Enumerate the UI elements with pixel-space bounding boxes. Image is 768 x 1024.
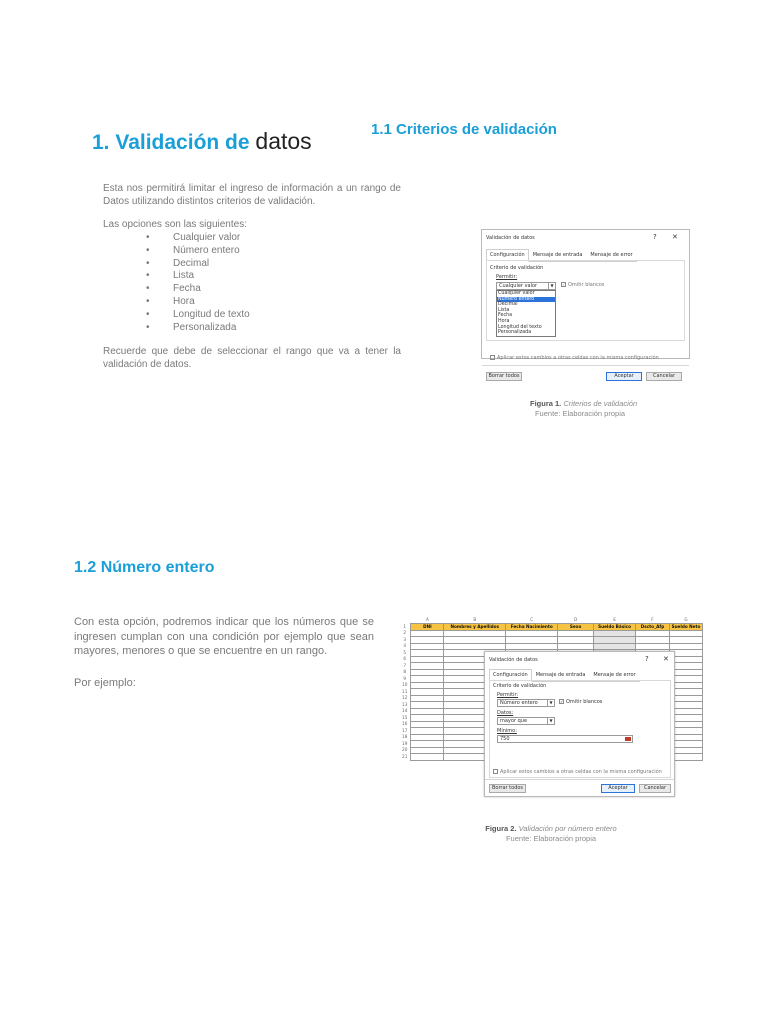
option-text: Personalizada	[173, 321, 237, 333]
figure2-title	[470, 824, 632, 834]
permitir-value: Número entero	[500, 700, 538, 706]
closing-paragraph: Recuerde que debe de seleccionar el rango que va a tener la validación de datos.	[103, 346, 401, 370]
option-text: Número entero	[173, 244, 240, 256]
ok-button[interactable]: Aceptar	[601, 784, 635, 793]
omitir-label: Omitir blancos	[566, 699, 603, 705]
header-cell[interactable]: DNI	[411, 624, 444, 631]
minimo-input[interactable]	[497, 735, 633, 743]
bullet: •	[146, 295, 150, 307]
range-picker-icon[interactable]	[625, 737, 631, 741]
cancel-button[interactable]: Cancelar	[639, 784, 671, 793]
tab-configuracion[interactable]: Configuración	[486, 249, 529, 262]
group-label: Criterio de validación	[493, 683, 547, 689]
list-item	[146, 245, 250, 258]
checkbox-box[interactable]: ✓	[560, 699, 564, 704]
bullet: •	[146, 232, 150, 243]
row-number[interactable]: 2	[403, 630, 407, 635]
figure-source: Fuente: Elaboración propia	[505, 834, 597, 843]
permitir-label: Permitir:	[497, 692, 519, 698]
row-number[interactable]: 10	[402, 682, 408, 687]
figure2-caption	[470, 824, 632, 844]
cancel-button[interactable]: Cancelar	[646, 372, 682, 381]
header-cell[interactable]: Fecha Nacimiento	[506, 624, 558, 631]
row-number[interactable]: 20	[402, 747, 408, 752]
checkbox-box[interactable]: ✓	[562, 282, 566, 287]
dropdown-option[interactable]: Lista	[498, 307, 510, 313]
omitir-blancos-checkbox[interactable]	[561, 282, 604, 288]
row-number[interactable]: 14	[402, 708, 408, 713]
title-part1: 1. Validación de	[92, 131, 256, 154]
datos-label: Datos:	[497, 710, 514, 716]
omitir-label: Omitir blancos	[568, 282, 605, 288]
list-item	[146, 322, 250, 335]
row-number[interactable]: 5	[403, 649, 407, 655]
row-number[interactable]: 8	[403, 669, 407, 674]
dropdown-option[interactable]: Decimal	[498, 302, 518, 308]
dropdown-option[interactable]: Fecha	[498, 313, 513, 319]
divider	[485, 779, 674, 780]
dropdown-option[interactable]: Cualquier valor	[498, 291, 535, 296]
chevron-down-icon[interactable]: ▼	[548, 283, 555, 289]
omitir-blancos-checkbox[interactable]	[559, 699, 602, 705]
header-cell[interactable]: Sueldo Básico	[594, 624, 636, 631]
bullet: •	[146, 257, 150, 269]
checkbox-box[interactable]	[493, 769, 498, 774]
option-text: Decimal	[173, 257, 210, 269]
column-letter[interactable]: F	[636, 617, 670, 624]
permitir-select[interactable]	[497, 699, 555, 707]
list-item	[146, 232, 250, 245]
minimo-label: Mínimo:	[497, 728, 517, 734]
row-number[interactable]: 9	[403, 675, 407, 681]
option-text: Fecha	[173, 283, 201, 295]
option-text: Lista	[173, 270, 195, 282]
options-list	[146, 232, 250, 334]
help-button[interactable]: ?	[653, 233, 657, 241]
row-number[interactable]: 17	[402, 727, 408, 733]
list-item	[146, 309, 250, 322]
apply-all-label: Aplicar estos cambios a otras celdas con la misma configuración	[500, 769, 662, 775]
figure-caption-text: Validación por número entero	[518, 824, 617, 833]
permitir-value: Cualquier valor	[499, 283, 538, 289]
row-number[interactable]: 15	[402, 714, 408, 720]
datos-select[interactable]	[497, 717, 555, 725]
help-button[interactable]: ?	[645, 655, 649, 663]
title-part2: datos	[255, 128, 312, 154]
row-number[interactable]: 11	[402, 688, 408, 694]
column-letter[interactable]: C	[506, 617, 558, 624]
column-letter[interactable]: D	[558, 617, 594, 624]
row-number[interactable]: 13	[402, 701, 408, 707]
section2-paragraph: Con esta opción, podremos indicar que los números que se ingresen cumplan con una condición por ejemplo que sean mayores, menores o que se encuentre en un rango.	[74, 616, 374, 657]
divider	[482, 365, 689, 366]
minimo-value: 750	[500, 736, 510, 742]
row-number[interactable]: 4	[403, 643, 407, 648]
close-icon[interactable]: ✕	[663, 655, 669, 663]
checkbox-box[interactable]	[490, 355, 495, 360]
example-label: Por ejemplo:	[74, 677, 136, 689]
figure-label: Figura 2.	[485, 824, 517, 833]
column-letter[interactable]: B	[444, 617, 506, 624]
bullet: •	[146, 321, 150, 333]
figure-caption-text: Criterios de validación	[563, 399, 638, 408]
figure-label: Figura 1.	[530, 399, 562, 408]
column-letter[interactable]: A	[411, 617, 444, 624]
table-cell[interactable]	[411, 754, 444, 761]
row-number[interactable]: 3	[403, 636, 407, 642]
list-item	[146, 270, 250, 283]
row-number[interactable]: 1	[403, 623, 407, 629]
ok-button[interactable]: Aceptar	[606, 372, 642, 381]
group-label: Criterio de validación	[490, 265, 544, 271]
permitir-dropdown	[496, 290, 556, 337]
tab-mensaje-entrada[interactable]: Mensaje de entrada	[535, 672, 586, 678]
close-icon[interactable]: ✕	[672, 233, 678, 241]
column-letter[interactable]: G	[669, 617, 702, 624]
apply-all-checkbox[interactable]	[493, 769, 662, 775]
dropdown-option[interactable]: Longitud del texto	[498, 324, 542, 330]
clear-all-button[interactable]: Borrar todos	[489, 784, 526, 793]
figure1-title	[530, 399, 638, 409]
validation-dialog-figure2	[484, 651, 675, 797]
option-text: Longitud de texto	[173, 308, 250, 320]
dropdown-option[interactable]: Personalizada	[498, 330, 532, 336]
chevron-down-icon[interactable]: ▼	[547, 700, 554, 706]
list-item	[146, 283, 250, 296]
list-item	[146, 296, 250, 309]
datos-value: mayor que	[500, 718, 528, 724]
figure-source: Fuente: Elaboración propia	[534, 409, 626, 418]
chevron-down-icon[interactable]: ▼	[547, 718, 554, 724]
bullet: •	[146, 270, 150, 282]
section-title-numero-entero: 1.2 Número entero	[74, 559, 215, 576]
validation-dialog-figure1	[481, 229, 690, 379]
clear-all-button[interactable]: Borrar todos	[486, 372, 522, 381]
row-number[interactable]: 21	[402, 753, 408, 759]
tab-mensaje-entrada[interactable]: Mensaje de entrada	[532, 252, 583, 258]
row-number[interactable]: 7	[403, 662, 407, 668]
page-title	[92, 128, 312, 155]
dropdown-option-selected[interactable]: Número entero	[497, 297, 555, 303]
dialog-title: Validación de datos	[489, 657, 538, 663]
header-cell[interactable]: Sexo	[558, 624, 594, 631]
apply-all-label: Aplicar estos cambios a otras celdas con la misma configuración	[497, 355, 659, 361]
header-cell[interactable]: Sueldo Neto	[669, 624, 702, 631]
row-number[interactable]: 16	[402, 721, 408, 726]
apply-all-checkbox[interactable]	[490, 355, 659, 361]
tab-configuracion[interactable]: Configuración	[489, 669, 532, 682]
bullet: •	[146, 308, 150, 320]
column-letter[interactable]: E	[594, 617, 636, 624]
option-text: Hora	[173, 295, 195, 307]
header-cell[interactable]: Dscto_Afp	[636, 624, 670, 631]
row-number[interactable]: 12	[402, 695, 408, 700]
dialog-title: Validación de datos	[486, 235, 535, 241]
figure1-caption	[530, 399, 638, 419]
permitir-select[interactable]	[496, 282, 556, 290]
subtitle-criterios: 1.1 Criterios de validación	[371, 121, 557, 138]
tab-mensaje-error[interactable]: Mensaje de error	[590, 252, 633, 258]
bullet: •	[146, 244, 150, 256]
option-text: Cualquier valor	[173, 232, 241, 243]
intro-paragraph: Esta nos permitirá limitar el ingreso de información a un rango de Datos utilizando distintos criterios de validación.	[103, 183, 401, 207]
bullet: •	[146, 283, 150, 295]
permitir-label: Permitir:	[496, 274, 518, 280]
list-item	[146, 258, 250, 271]
dropdown-option[interactable]: Hora	[498, 318, 510, 324]
row-number[interactable]: 6	[403, 656, 407, 661]
row-number[interactable]: 18	[402, 734, 408, 739]
header-cell[interactable]: Nombres y Apellidos	[444, 624, 506, 631]
options-intro: Las opciones son las siguientes:	[103, 219, 247, 230]
row-number[interactable]: 19	[402, 740, 408, 746]
tab-mensaje-error[interactable]: Mensaje de error	[593, 672, 636, 678]
